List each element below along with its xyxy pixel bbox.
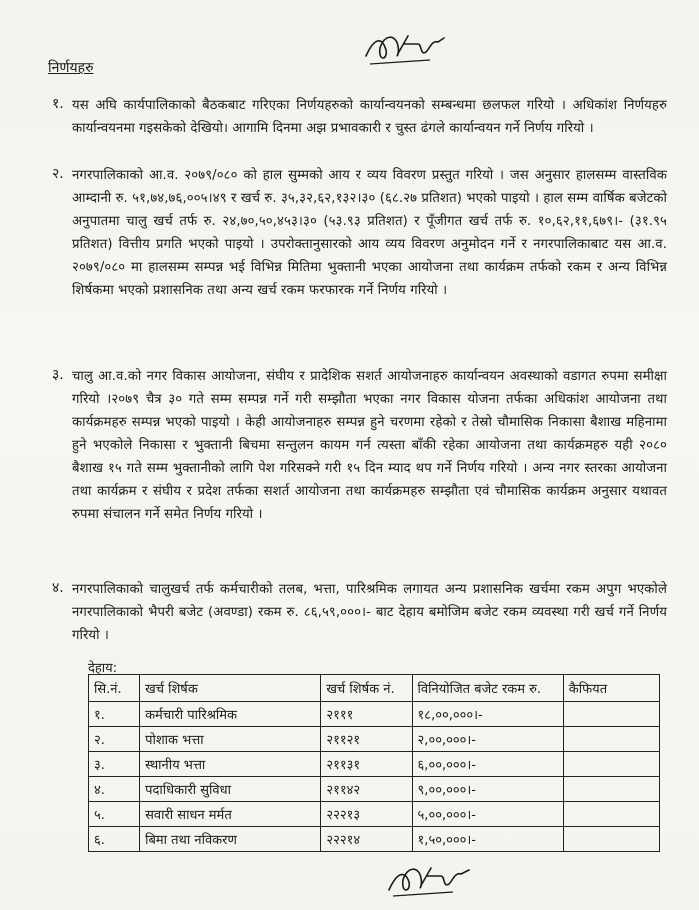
cell-sn: ६. <box>89 827 140 852</box>
decision-text: चालु आ.व.को नगर विकास आयोजना, संघीय र प्रादेशिक सशर्त आयोजनाहरु कार्यान्वयन अवस्थाको वडागत रुपमा समीक्षा गरियो ।२०७९ चैत्र ३० गते सम्म सम्पन्न गर्ने गरी सम्झौता भएका नगर विकास योजना तर्फका अधिकांश आयोजना तथा कार्यक्रमहरु सम्पन्न भएको पाइयो । केही आयोजनाहरु सम्पन्न हुने चरणमा रहेको र तेस्रो चौमासिक निकासा बैशाख महिनामा हुने भएकोले निकासा र भुक्तानी बिचमा सन्तुलन कायम गर्न त्यस्ता बाँकी रहेका आयोजना तथा कार्यक्रमहरु यही २०८० बैशाख १५ गते सम्म भुक्तानीको लागि पेश गरिसक्ने गरी १५ दिन म्याद थप गर्ने निर्णय गरियो । अन्य नगर स्तरका आयोजना तथा कार्यक्रम र संघीय र प्रदेश तर्फका सशर्त आयोजना तथा कार्यक्रमहरु सम्झौता एवं चौमासिक कार्यक्रम अनुसार यथावत रुपमा संचालन गर्ने समेत निर्णय गरियो । <box>72 369 667 522</box>
header-expense-code: खर्च शिर्षक नं. <box>321 675 412 702</box>
cell-expense-code: २११४२ <box>321 777 412 802</box>
dehaay-label: देहाय: <box>88 661 118 676</box>
decision-number: १. <box>52 96 64 112</box>
cell-remarks <box>563 702 659 727</box>
cell-sn: १. <box>89 702 140 727</box>
page-heading: निर्णयहरु <box>48 60 94 76</box>
cell-budget-amount: ६,००,०००।- <box>412 752 563 777</box>
cell-remarks <box>563 727 659 752</box>
cell-sn: ५. <box>89 802 140 827</box>
cell-expense-title: पोशाक भत्ता <box>140 727 321 752</box>
cell-expense-title: स्थानीय भत्ता <box>140 752 321 777</box>
cell-expense-title: सवारी साधन मर्मत <box>140 802 321 827</box>
cell-sn: ३. <box>89 752 140 777</box>
decision-item-3 <box>52 365 667 526</box>
table-row <box>89 752 660 777</box>
cell-expense-code: २११३१ <box>321 752 412 777</box>
cell-expense-title: पदाधिकारी सुविधा <box>140 777 321 802</box>
header-expense-title: खर्च शिर्षक <box>140 675 321 702</box>
cell-budget-amount: ५,००,०००।- <box>412 802 563 827</box>
table-row <box>89 727 660 752</box>
decision-text: नगरपालिकाको आ.व. २०७९/०८० को हाल सुम्मको आय र व्यय विवरण प्रस्तुत गरियो । जस अनुसार हालसम्म वास्तविक आम्दानी रु. ५१,७४,७६,००५।४९ र खर्च रु. ३५,३२,६२,१३२।३० (६८.२७ प्रतिशत) भएको पाइयो । हाल सम्म वार्षिक बजेटको अनुपातमा चालु खर्च तर्फ रु. २४,७०,५०,४५३।३० (५३.९३ प्रतिशत) र पूँजीगत खर्च तर्फ रु. १०,६२,११,६७९।- (३१.९५ प्रतिशत) वित्तीय प्रगति भएको पाइयो । उपरोक्तानुसारको आय व्यय विवरण अनुमोदन गर्ने र नगरपालिकाबाट यस आ.व. २०७९/०८० मा हालसम्म सम्पन्न भई विभिन्न मितिमा भुक्तानी भएका आयोजना तथा कार्यक्रम तर्फको रकम र अन्य विभिन्न शिर्षकमा भएको प्रशासनिक तथा अन्य खर्च रकम फरफारक गर्ने निर्णय गरियो । <box>72 168 667 298</box>
decision-item-4 <box>52 578 667 647</box>
budget-table <box>88 674 660 852</box>
cell-expense-title: बिमा तथा नविकरण <box>140 827 321 852</box>
decision-item-1 <box>52 94 667 140</box>
header-sn: सि.नं. <box>89 675 140 702</box>
decision-item-2 <box>52 164 667 302</box>
decision-text: नगरपालिकाको चालुखर्च तर्फ कर्मचारीको तलब, भत्ता, पारिश्रमिक लगायत अन्य प्रशासनिक खर्चमा रकम अपुग भएकोले नगरपालिकाको भैपरी बजेट (अवण्डा) रकम रु. ८६,५९,०००।- बाट देहाय बमोजिम बजेट रकम व्यवस्था गरी खर्च गर्ने निर्णय गरियो । <box>72 582 667 643</box>
cell-remarks <box>563 827 659 852</box>
cell-budget-amount: २,००,०००।- <box>412 727 563 752</box>
cell-sn: ४. <box>89 777 140 802</box>
table-row <box>89 702 660 727</box>
header-remarks: कैफियत <box>563 675 659 702</box>
signature-bottom-icon <box>385 856 475 902</box>
cell-sn: २. <box>89 727 140 752</box>
cell-expense-code: २२२१४ <box>321 827 412 852</box>
table-row <box>89 827 660 852</box>
decision-number: ३. <box>52 367 64 383</box>
header-budget-amount: विनियोजित बजेट रकम रु. <box>412 675 563 702</box>
table-row <box>89 777 660 802</box>
decision-text: यस अघि कार्यपालिकाको बैठकबाट गरिएका निर्णयहरुको कार्यान्वयनको सम्बन्धमा छलफल गरियो । अधिकांश निर्णयहरु कार्यान्वयनमा गइसकेको देखियो। आगामि दिनमा अझ प्रभावकारी र चुस्त ढंगले कार्यान्वयन गर्ने निर्णय गरियो । <box>72 98 667 136</box>
cell-expense-title: कर्मचारी पारिश्रमिक <box>140 702 321 727</box>
cell-remarks <box>563 777 659 802</box>
cell-expense-code: २१११ <box>321 702 412 727</box>
cell-budget-amount: १८,००,०००।- <box>412 702 563 727</box>
cell-remarks <box>563 802 659 827</box>
cell-budget-amount: ९,००,०००।- <box>412 777 563 802</box>
signature-top-icon <box>360 26 450 72</box>
table-header-row <box>89 675 660 702</box>
cell-expense-code: २११२१ <box>321 727 412 752</box>
cell-expense-code: २२२१३ <box>321 802 412 827</box>
table-row <box>89 802 660 827</box>
decision-number: ४. <box>52 580 64 596</box>
cell-remarks <box>563 752 659 777</box>
decision-number: २. <box>52 166 64 182</box>
cell-budget-amount: १,५०,०००।- <box>412 827 563 852</box>
